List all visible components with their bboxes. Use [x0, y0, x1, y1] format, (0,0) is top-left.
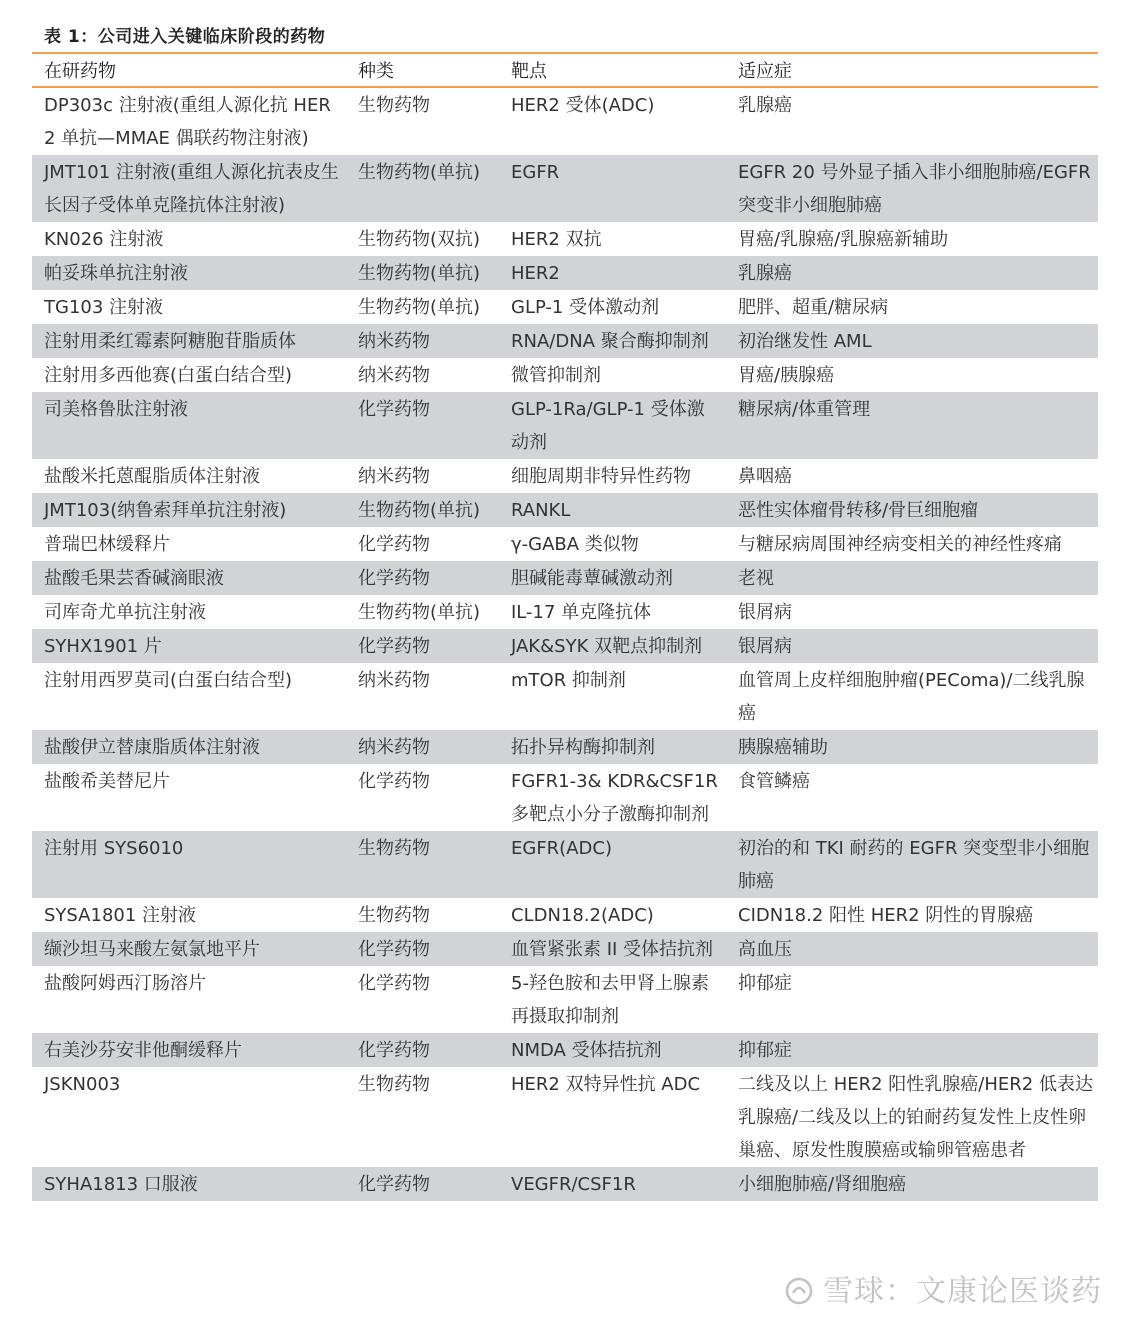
- target-cell: RNA/DNA 聚合酶抑制剂: [499, 324, 726, 358]
- indication-cell: 糖尿病/体重管理: [726, 392, 1098, 459]
- table-row: [32, 493, 1098, 527]
- drug-type-cell: 生物药物(单抗): [346, 256, 499, 290]
- target-cell: GLP-1 受体激动剂: [511, 297, 660, 318]
- target-cell: 血管紧张素 II 受体拮抗剂: [499, 932, 726, 966]
- indication-cell: 胃癌/乳腺癌/乳腺癌新辅助: [738, 229, 949, 250]
- drug-name-cell: 盐酸伊立替康脂质体注射液: [32, 730, 346, 764]
- drug-name-cell: DP303c 注射液(重组人源化抗 HER2 单抗—MMAE 偶联药物注射液): [44, 95, 331, 149]
- table-row: [32, 358, 1098, 392]
- drug-type-cell: 化学药物: [358, 973, 430, 994]
- drug-type-cell: 化学药物: [346, 932, 499, 966]
- drug-type-cell: 化学药物: [346, 1033, 499, 1067]
- drug-type-cell: 化学药物: [346, 392, 499, 459]
- drug-type-cell: 纳米药物: [358, 466, 430, 487]
- drug-type-cell: 生物药物(单抗): [358, 602, 481, 623]
- indication-cell: 高血压: [726, 932, 1098, 966]
- drug-type-cell: 生物药物(单抗): [346, 155, 499, 222]
- drug-name-cell: 盐酸阿姆西汀肠溶片: [44, 973, 206, 994]
- target-cell: HER2: [499, 256, 726, 290]
- indication-cell: 血管周上皮样细胞肿瘤(PEComa)/二线乳腺癌: [738, 670, 1085, 724]
- drug-name-cell: 司美格鲁肽注射液: [32, 392, 346, 459]
- indication-cell: 胰腺癌辅助: [726, 730, 1098, 764]
- drug-type-cell: 生物药物(双抗): [358, 229, 481, 250]
- drug-name-cell: 注射用柔红霉素阿糖胞苷脂质体: [32, 324, 346, 358]
- drug-type-cell: 生物药物: [358, 905, 430, 926]
- target-cell: EGFR(ADC): [499, 831, 726, 898]
- target-cell: HER2 双特异性抗 ADC: [511, 1074, 701, 1095]
- drug-type-cell: 生物药物: [346, 831, 499, 898]
- indication-cell: 抑郁症: [726, 1033, 1098, 1067]
- table-row: [32, 155, 1098, 222]
- drug-name-cell: 右美沙芬安非他酮缓释片: [32, 1033, 346, 1067]
- indication-cell: 胃癌/胰腺癌: [738, 365, 835, 386]
- table-row: [32, 87, 1098, 155]
- drug-name-cell: SYHA1813 口服液: [32, 1167, 346, 1201]
- target-cell: VEGFR/CSF1R: [499, 1167, 726, 1201]
- drug-name-cell: 帕妥珠单抗注射液: [32, 256, 346, 290]
- table-row: [32, 392, 1098, 459]
- table-row: [32, 1033, 1098, 1067]
- target-cell: HER2 受体(ADC): [511, 95, 655, 116]
- drug-type-cell: 纳米药物: [358, 365, 430, 386]
- target-cell: 胆碱能毒蕈碱激动剂: [499, 561, 726, 595]
- drug-type-cell: 生物药物(单抗): [358, 297, 481, 318]
- indication-cell: 抑郁症: [738, 973, 792, 994]
- table-row: [32, 831, 1098, 898]
- header-type: 种类: [358, 61, 394, 82]
- target-cell: FGFR1-3& KDR&CSF1R 多靶点小分子激酶抑制剂: [511, 771, 718, 825]
- indication-cell: CIDN18.2 阳性 HER2 阴性的胃腺癌: [738, 905, 1034, 926]
- drug-type-cell: 生物药物(单抗): [346, 493, 499, 527]
- indication-cell: 二线及以上 HER2 阳性乳腺癌/HER2 低表达乳腺癌/二线及以上的铂耐药复发性上皮性卵巢癌、原发性腹膜癌或输卵管癌患者: [738, 1074, 1093, 1161]
- drug-type-cell: 化学药物: [358, 771, 430, 792]
- target-cell: IL-17 单克隆抗体: [511, 602, 652, 623]
- indication-cell: 食管鳞癌: [738, 771, 810, 792]
- drug-name-cell: 盐酸毛果芸香碱滴眼液: [32, 561, 346, 595]
- target-cell: γ-GABA 类似物: [511, 534, 639, 555]
- indication-cell: 初治继发性 AML: [726, 324, 1098, 358]
- target-cell: JAK&SYK 双靶点抑制剂: [499, 629, 726, 663]
- target-cell: CLDN18.2(ADC): [511, 905, 654, 926]
- indication-cell: 肥胖、超重/糖尿病: [738, 297, 889, 318]
- drug-type-cell: 生物药物: [358, 95, 430, 116]
- target-cell: 细胞周期非特异性药物: [511, 466, 691, 487]
- table-row: [32, 730, 1098, 764]
- table-row: [32, 1067, 1098, 1167]
- indication-cell: 老视: [726, 561, 1098, 595]
- drug-name-cell: 盐酸希美替尼片: [44, 771, 170, 792]
- indication-cell: 银屑病: [738, 602, 792, 623]
- table-header-row: [32, 53, 1098, 87]
- watermark: [785, 1266, 1102, 1310]
- table-row: [32, 595, 1098, 629]
- table-title: 表 1：公司进入关键临床阶段的药物: [44, 27, 326, 47]
- table-row: [32, 932, 1098, 966]
- target-cell: 微管抑制剂: [511, 365, 601, 386]
- table-row: [32, 1167, 1098, 1201]
- table-row: [32, 561, 1098, 595]
- drug-name-cell: SYSA1801 注射液: [44, 905, 197, 926]
- drug-type-cell: 纳米药物: [346, 324, 499, 358]
- target-cell: EGFR: [499, 155, 726, 222]
- watermark-text: 雪球：文康论医谈药: [823, 1274, 1102, 1309]
- target-cell: RANKL: [499, 493, 726, 527]
- drug-name-cell: KN026 注射液: [44, 229, 164, 250]
- table-row: [32, 527, 1098, 561]
- table-row: [32, 898, 1098, 932]
- drug-name-cell: 注射用多西他赛(白蛋白结合型): [44, 365, 293, 386]
- header-target: 靶点: [511, 61, 547, 82]
- target-cell: mTOR 抑制剂: [511, 670, 626, 691]
- indication-cell: 小细胞肺癌/肾细胞癌: [726, 1167, 1098, 1201]
- table-row: [32, 459, 1098, 493]
- drug-type-cell: 纳米药物: [358, 670, 430, 691]
- drug-name-cell: JMT101 注射液(重组人源化抗表皮生长因子受体单克隆抗体注射液): [32, 155, 346, 222]
- table-row: [32, 256, 1098, 290]
- drug-name-cell: TG103 注射液: [44, 297, 164, 318]
- table-row: [32, 966, 1098, 1033]
- header-indication: 适应症: [738, 61, 792, 82]
- indication-cell: 乳腺癌: [726, 256, 1098, 290]
- drug-type-cell: 化学药物: [346, 629, 499, 663]
- table-body: [32, 87, 1098, 1201]
- indication-cell: EGFR 20 号外显子插入非小细胞肺癌/EGFR 突变非小细胞肺癌: [726, 155, 1098, 222]
- drug-type-cell: 生物药物: [358, 1074, 430, 1095]
- target-cell: GLP-1Ra/GLP-1 受体激动剂: [499, 392, 726, 459]
- indication-cell: 乳腺癌: [738, 95, 792, 116]
- table-row: [32, 629, 1098, 663]
- target-cell: 5-羟色胺和去甲肾上腺素再摄取抑制剂: [511, 973, 709, 1027]
- drug-name-cell: JMT103(纳鲁索拜单抗注射液): [32, 493, 346, 527]
- drug-name-cell: 注射用西罗莫司(白蛋白结合型): [44, 670, 293, 691]
- indication-cell: 银屑病: [726, 629, 1098, 663]
- drug-type-cell: 化学药物: [346, 1167, 499, 1201]
- drug-name-cell: 盐酸米托蒽醌脂质体注射液: [44, 466, 260, 487]
- indication-cell: 与糖尿病周围神经病变相关的神经性疼痛: [738, 534, 1062, 555]
- snowball-logo-icon: [785, 1277, 813, 1305]
- target-cell: NMDA 受体拮抗剂: [499, 1033, 726, 1067]
- indication-cell: 初治的和 TKI 耐药的 EGFR 突变型非小细胞肺癌: [726, 831, 1098, 898]
- drug-name-cell: 缬沙坦马来酸左氨氯地平片: [32, 932, 346, 966]
- indication-cell: 恶性实体瘤骨转移/骨巨细胞瘤: [726, 493, 1098, 527]
- table-row: [32, 764, 1098, 831]
- drug-name-cell: 注射用 SYS6010: [32, 831, 346, 898]
- drug-name-cell: 普瑞巴林缓释片: [44, 534, 170, 555]
- table-row: [32, 324, 1098, 358]
- drug-name-cell: SYHX1901 片: [32, 629, 346, 663]
- indication-cell: 鼻咽癌: [738, 466, 792, 487]
- drug-name-cell: JSKN003: [44, 1074, 121, 1095]
- drug-table-container: [32, 52, 1098, 1201]
- drug-type-cell: 化学药物: [358, 534, 430, 555]
- target-cell: HER2 双抗: [511, 229, 602, 250]
- table-row: [32, 222, 1098, 256]
- header-drug: 在研药物: [44, 61, 116, 82]
- drug-table: [32, 52, 1098, 1201]
- table-row: [32, 663, 1098, 730]
- drug-type-cell: 化学药物: [346, 561, 499, 595]
- target-cell: 拓扑异构酶抑制剂: [499, 730, 726, 764]
- drug-type-cell: 纳米药物: [346, 730, 499, 764]
- drug-name-cell: 司库奇尤单抗注射液: [44, 602, 206, 623]
- table-row: [32, 290, 1098, 324]
